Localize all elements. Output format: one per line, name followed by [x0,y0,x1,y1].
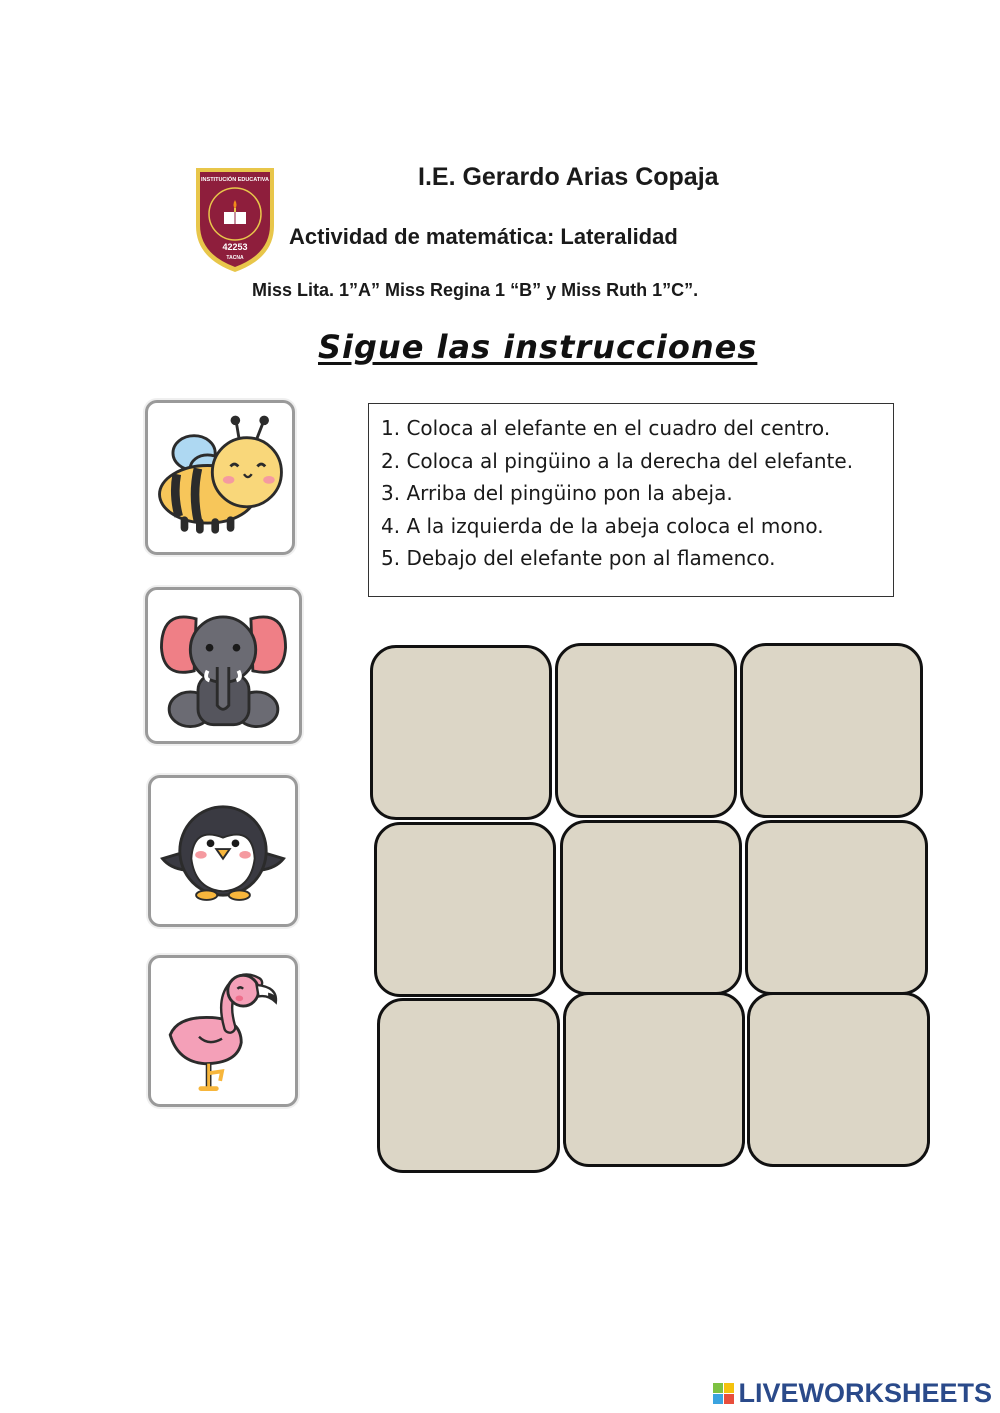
liveworksheets-logo-icon [713,1383,734,1404]
grid-cell-middle-left[interactable] [374,822,556,997]
grid-cell-center[interactable] [560,820,742,995]
elephant-icon [148,590,299,741]
penguin-icon [151,778,295,924]
grid-cell-bottom-right[interactable] [747,992,930,1167]
grid-cell-top-right[interactable] [740,643,923,818]
instructions-list [381,412,881,575]
activity-title: Actividad de matemática: Lateralidad [289,224,678,249]
instruction-item: 4. A la izquierda de la abeja coloca el mono. [381,513,824,538]
instructions-box [368,403,894,597]
grid-cell-middle-right[interactable] [745,820,928,995]
instruction-item: 1. Coloca al elefante en el cuadro del centro. [381,416,831,440]
grid-cell-bottom-center[interactable] [563,992,745,1167]
page-heading: Sigue las instrucciones [318,328,758,366]
logo-number: 42253 [222,242,248,252]
logo-top-text: INSTITUCIÓN EDUCATIVA [201,177,269,183]
instruction-item: 5. Debajo del elefante pon al flamenco. [381,546,776,570]
bee-icon [148,403,292,552]
bee-card[interactable] [145,400,295,555]
flamingo-icon [151,958,295,1104]
flamingo-card[interactable] [148,955,298,1107]
grid-cell-top-left[interactable] [370,645,552,820]
school-name: I.E. Gerardo Arias Copaja [418,163,719,191]
watermark-text: LIVEWORKSHEETS [738,1377,992,1408]
teachers-line: Miss Lita. 1”A” Miss Regina 1 “B” y Miss Ruth 1”C”. [252,280,699,300]
elephant-card[interactable] [145,587,302,744]
school-logo [192,162,278,274]
instruction-item: 2. Coloca al pingüino a la derecha del elefante. [381,448,854,473]
liveworksheets-watermark [713,1376,992,1410]
logo-city: TACNA [226,255,244,261]
instruction-item: 3. Arriba del pingüino pon la abeja. [381,481,733,505]
grid-cell-top-center[interactable] [555,643,737,818]
penguin-card[interactable] [148,775,298,927]
grid-cell-bottom-left[interactable] [377,998,560,1173]
